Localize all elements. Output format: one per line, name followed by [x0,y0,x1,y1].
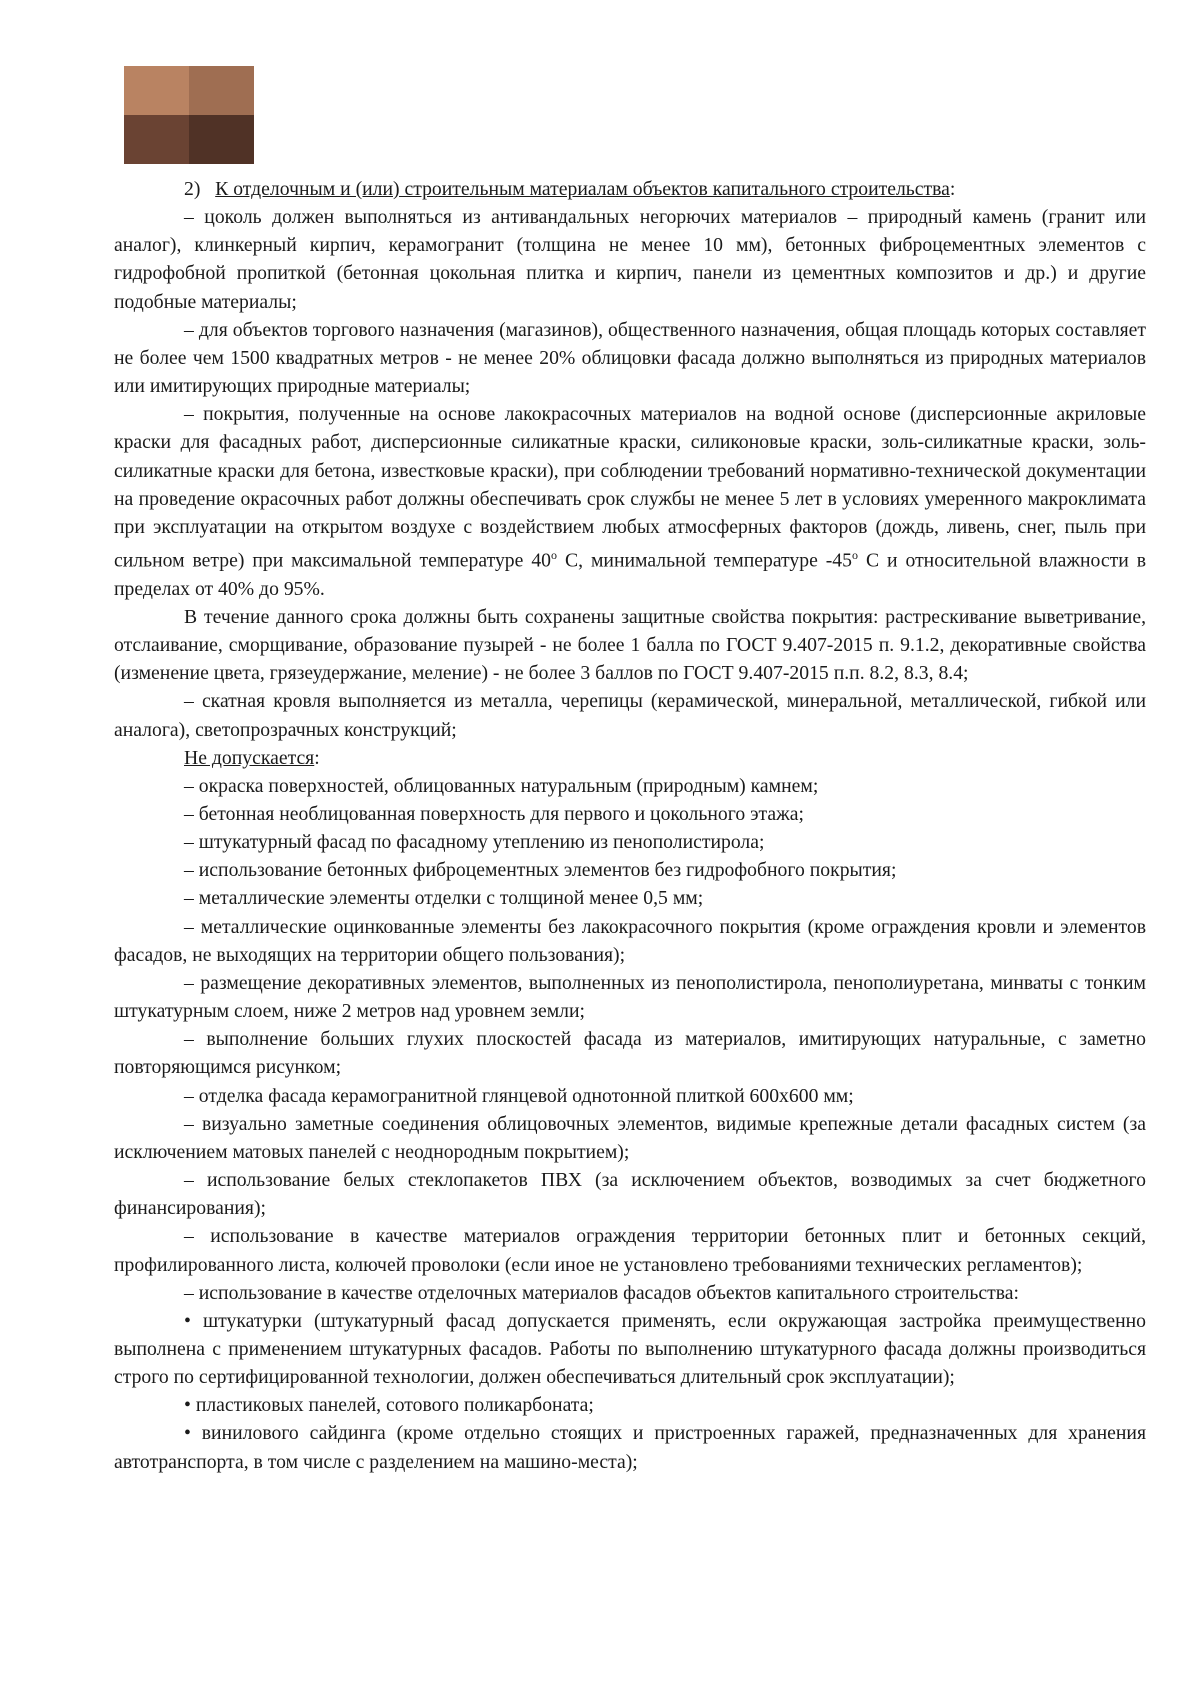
section-title-colon: : [949,178,956,200]
list-item: – штукатурный фасад по фасадному утеплению из пенополистирола; [184,831,765,854]
coatings-text-1: – покрытия, полученные на основе лакокрасочных материалов на водной основе (дисперсионные акриловые краски для фасадных работ, дисперсионные силикатные краски, силиконовые краски, золь-силикатные краски, золь-силикатные краски для бетона, известковые краски), при соблюдении требований нормативно-технической документации на проведение окрасочных работ должны обеспечивать срок службы не менее 5 лет в условиях умеренного макроклимата при эксплуатации на открытом воздухе с воздействием любых атмосферных факторов (дождь, ливень, снег, пыль при сильном ветре) при максимальной температуре 40 [114,403,1146,572]
paragraph-service-period: В течение данного срока должны быть сохранены защитные свойства покрытия: растрескивание выветривание, отслаивание, сморщивание, образование пузырей - не более 1 балла по ГОСТ 9.407-2015 п. 9.1.2, декоративные свойства (изменение цвета, грязеудержание, меление) - не более 3 баллов по ГОСТ 9.407-2015 п.п. 8.2, 8.3, 8.4; [114,605,1146,685]
list-item: – визуально заметные соединения облицовочных элементов, видимые крепежные детали фасадных систем (за исключением матовых панелей с неоднородным покрытием); [114,1112,1146,1163]
stamp-tile [189,66,254,115]
list-item: – использование белых стеклопакетов ПВХ (за исключением объектов, возводимых за счет бюджетного финансирования); [114,1169,1146,1220]
pixelated-stamp-image [124,66,254,164]
section-heading [114,175,1146,203]
list-item: – металлические элементы отделки с толщиной менее 0,5 мм; [184,887,704,910]
stamp-tile [124,115,189,164]
bullet-item: • винилового сайдинга (кроме отдельно стоящих и пристроенных гаражей, предназначенных для хранения автотранспорта, в том числе с разделением на машино-места); [114,1422,1146,1473]
list-item: – использование в качестве отделочных материалов фасадов объектов капитального строительства: [184,1281,1019,1304]
not-allowed-colon: : [314,746,320,769]
list-item: – отделка фасада керамогранитной глянцевой однотонной плиткой 600х600 мм; [184,1084,854,1107]
paragraph-plinth: – цоколь должен выполняться из антивандальных негорючих материалов – природный камень (гранит или аналог), клинкерный кирпич, керамогранит (толщина не менее 10 мм), бетонных фиброцементных элементов с гидрофобной пропиткой (бетонная цокольная плитка и кирпич, панели из цементных композитов и др.) и другие подобные материалы; [114,206,1146,313]
section-title: К отделочным и (или) строительным материалам объектов капитального строительства [215,178,950,200]
document-body [114,175,1146,1476]
bullet-item: • пластиковых панелей, сотового поликарбоната; [184,1394,594,1417]
list-item: – использование в качестве материалов ограждения территории бетонных плит и бетонных секций, профилированного листа, колючей проволоки (если иное не установлено требованиями технических регламентов); [114,1225,1146,1276]
list-item: – окраска поверхностей, облицованных натуральным (природным) камнем; [184,774,819,797]
paragraph-coatings [114,400,1146,603]
section-number: 2) [184,178,201,200]
list-item: – размещение декоративных элементов, выполненных из пенополистирола, пенополиуретана, минваты с тонким штукатурным слоем, ниже 2 метров над уровнем земли; [114,971,1146,1023]
list-item: – выполнение больших глухих плоскостей фасада из материалов, имитирующих натуральные, с заметно повторяющимся рисунком; [114,1028,1146,1079]
stamp-tile [189,115,254,164]
paragraph-roof: – скатная кровля выполняется из металла, черепицы (керамической, минеральной, металлической, гибкой или аналога), светопрозрачных конструкций; [114,690,1146,741]
coatings-text-3: С и относительной влажности в пределах от 40% до 95%. [114,549,1146,600]
bullet-item: • штукатурки (штукатурный фасад допускается применять, если окружающая застройка преимущественно выполнена с применением штукатурных фасадов. Работы по выполнению штукатурного фасада должны производиться строго по сертифицированной технологии, должен обеспечиваться длительный срок эксплуатации); [114,1309,1146,1389]
list-item: – металлические оцинкованные элементы без лакокрасочного покрытия (кроме ограждения кровли и элементов фасадов, не выходящих на территории общего пользования); [114,915,1146,966]
not-allowed-label: Не допускается [184,746,315,769]
list-item: – бетонная необлицованная поверхность для первого и цокольного этажа; [184,803,804,825]
degree-sign: o [852,548,858,563]
list-item: – использование бетонных фиброцементных элементов без гидрофобного покрытия; [184,859,897,882]
not-allowed-heading [114,744,1146,772]
coatings-text-2: С, минимальной температуре -45 [557,549,852,572]
degree-sign: o [551,548,558,563]
paragraph-trade-objects: – для объектов торгового назначения (магазинов), общественного назначения, общая площадь которых составляет не более чем 1500 квадратных метров - не менее 20% облицовки фасада должно выполняться из природных материалов или имитирующих природные материалы; [114,318,1146,398]
stamp-tile [124,66,189,115]
